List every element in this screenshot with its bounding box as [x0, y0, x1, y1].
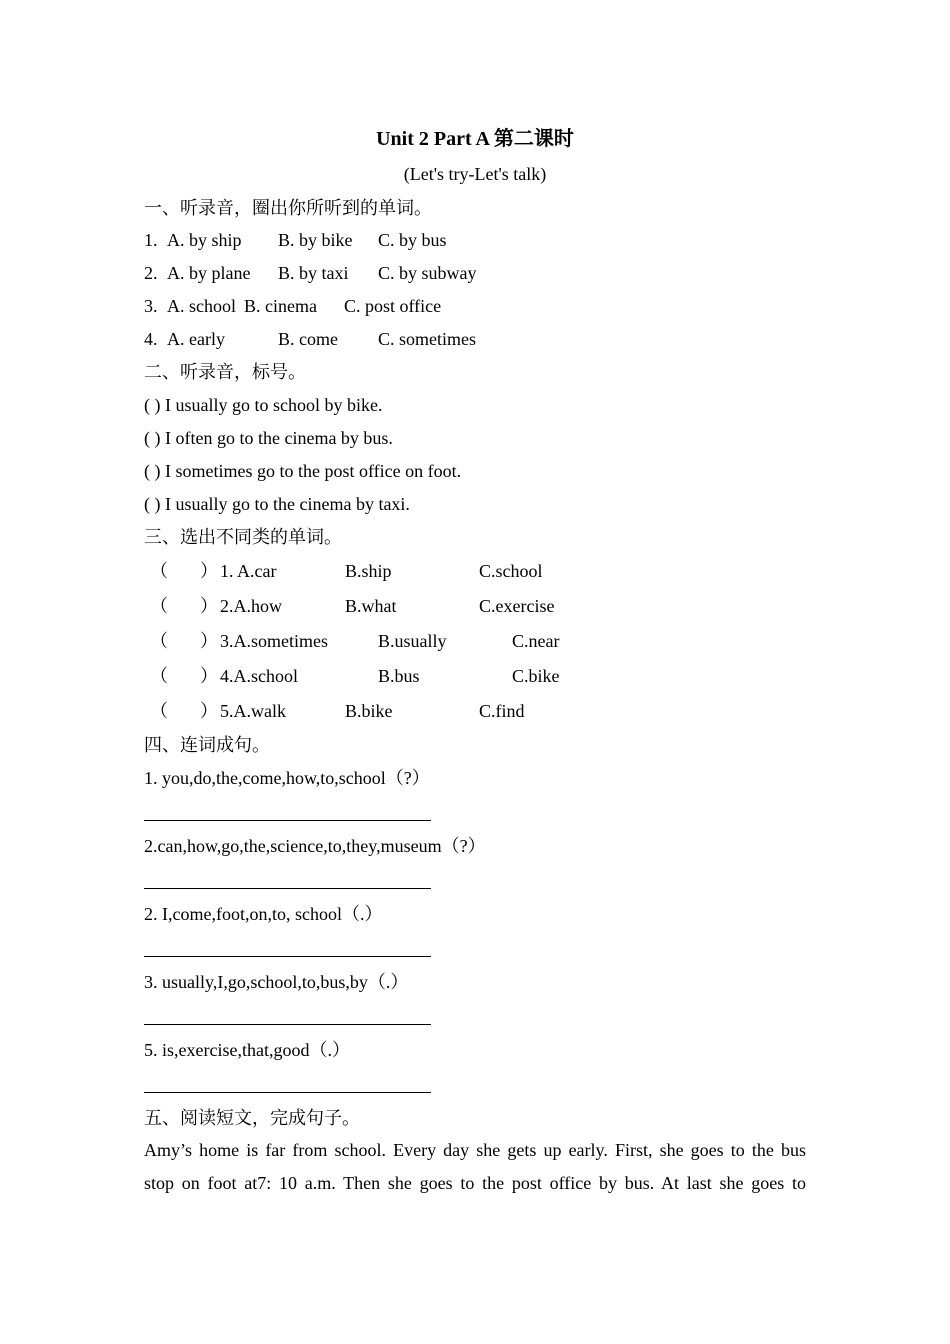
- s2-sentence: ( ) I usually go to the cinema by taxi.: [144, 494, 410, 514]
- answer-line[interactable]: [144, 1092, 431, 1093]
- s1-option-a: A. early: [167, 329, 225, 349]
- section5-heading: 五、阅读短文，完成句子。: [144, 1108, 360, 1128]
- s3-option-c: C.near: [512, 631, 560, 651]
- s1-option-a: A. by ship: [167, 230, 242, 250]
- answer-line[interactable]: [144, 888, 431, 889]
- s3-close-paren: ）: [200, 666, 218, 686]
- s1-item-number: 2.: [144, 263, 158, 283]
- s3-open-paren: （: [150, 596, 168, 616]
- s1-option-c: C. sometimes: [378, 329, 476, 349]
- s4-prompt: 2.can,how,go,the,science,to,they,museum（?）: [144, 836, 486, 856]
- s3-option-b: B.bike: [345, 701, 393, 721]
- s3-open-paren: （: [150, 561, 168, 581]
- s1-option-b: B. cinema: [244, 296, 317, 316]
- s3-close-paren: ）: [200, 631, 218, 651]
- page-title: Unit 2 Part A 第二课时: [376, 128, 574, 150]
- s3-open-paren: （: [150, 701, 168, 721]
- s1-item-number: 4.: [144, 329, 158, 349]
- passage-line: stop on foot at7: 10 a.m. Then she goes to the post office by bus. At last she goes to: [144, 1173, 806, 1193]
- page-subtitle: (Let's try-Let's talk): [403, 164, 547, 184]
- s3-option-c: C.school: [479, 561, 543, 581]
- s3-option-c: C.find: [479, 701, 525, 721]
- s4-prompt: 1. you,do,the,come,how,to,school（?）: [144, 768, 430, 788]
- section3-heading: 三、选出不同类的单词。: [144, 527, 342, 547]
- section4-heading: 四、连词成句。: [144, 735, 270, 755]
- s4-prompt: 3. usually,I,go,school,to,bus,by（.）: [144, 972, 409, 992]
- reading-passage: [144, 1134, 806, 1200]
- s1-option-b: B. come: [278, 329, 338, 349]
- s3-close-paren: ）: [200, 701, 218, 721]
- section1-heading: 一、听录音，圈出你所听到的单词。: [144, 198, 432, 218]
- s3-close-paren: ）: [200, 596, 218, 616]
- s3-option-c: C.exercise: [479, 596, 555, 616]
- answer-line[interactable]: [144, 820, 431, 821]
- s3-option-b: B.ship: [345, 561, 392, 581]
- s2-sentence: ( ) I usually go to school by bike.: [144, 395, 383, 415]
- s1-option-a: A. by plane: [167, 263, 251, 283]
- s1-option-c: C. by subway: [378, 263, 477, 283]
- section2-heading: 二、听录音，标号。: [144, 362, 306, 382]
- s1-option-b: B. by taxi: [278, 263, 349, 283]
- s3-close-paren: ）: [200, 561, 218, 581]
- s2-sentence: ( ) I sometimes go to the post office on foot.: [144, 461, 462, 481]
- s3-option-b: B.usually: [378, 631, 447, 651]
- answer-line[interactable]: [144, 956, 431, 957]
- s1-option-b: B. by bike: [278, 230, 353, 250]
- s3-option-a: 5.A.walk: [220, 701, 286, 721]
- s3-option-a: 1. A.car: [220, 561, 277, 581]
- s3-option-c: C.bike: [512, 666, 560, 686]
- s1-option-c: C. by bus: [378, 230, 447, 250]
- s4-prompt: 2. I,come,foot,on,to, school（.）: [144, 904, 383, 924]
- s1-item-number: 3.: [144, 296, 158, 316]
- s1-item-number: 1.: [144, 230, 158, 250]
- s3-open-paren: （: [150, 666, 168, 686]
- s3-option-a: 2.A.how: [220, 596, 282, 616]
- s3-option-a: 3.A.sometimes: [220, 631, 328, 651]
- s3-open-paren: （: [150, 631, 168, 651]
- s3-option-b: B.bus: [378, 666, 420, 686]
- answer-line[interactable]: [144, 1024, 431, 1025]
- s4-prompt: 5. is,exercise,that,good（.）: [144, 1040, 350, 1060]
- passage-line: Amy’s home is far from school. Every day she gets up early. First, she goes to the bus: [144, 1140, 806, 1160]
- s2-sentence: ( ) I often go to the cinema by bus.: [144, 428, 393, 448]
- s1-option-c: C. post office: [344, 296, 442, 316]
- s3-option-b: B.what: [345, 596, 397, 616]
- s1-option-a: A. school: [167, 296, 236, 316]
- s3-option-a: 4.A.school: [220, 666, 298, 686]
